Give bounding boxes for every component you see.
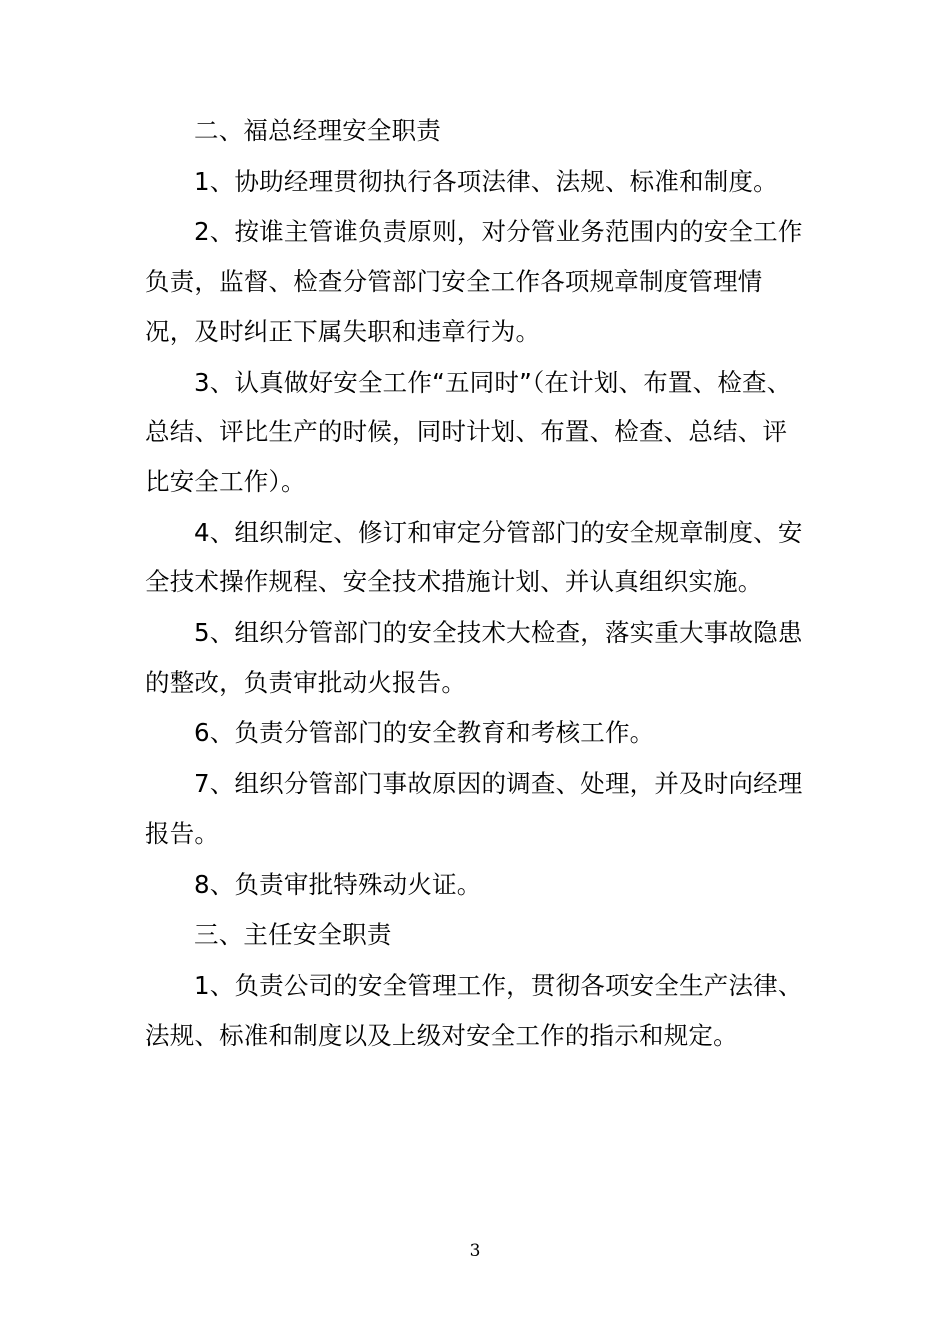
document-body <box>145 106 805 1061</box>
deputy-duty-3: 3、认真做好安全工作“五同时”（在计划、布置、检查、总结、评比生产的时候，同时计划、布置、检查、总结、评比安全工作）。 <box>145 367 792 496</box>
deputy-duty-7: 7、组织分管部门事故原因的调查、处理，并及时向经理报告。 <box>145 769 803 848</box>
deputy-duty-8: 8、负责审批特殊动火证。 <box>194 869 482 899</box>
section-heading-deputy-manager: 二、福总经理安全职责 <box>194 116 441 145</box>
director-duty-1: 1、负责公司的安全管理工作，贯彻各项安全生产法律、法规、标准和制度以及上级对安全工作的指示和规定。 <box>145 970 803 1050</box>
section-heading-director: 三、主任安全职责 <box>194 920 392 950</box>
deputy-duty-5: 5、组织分管部门的安全技术大检查，落实重大事故隐患的整改，负责审批动火报告。 <box>145 618 803 697</box>
deputy-duty-4: 4、组织制定、修订和审定分管部门的安全规章制度、安全技术操作规程、安全技术措施计划、并认真组织实施。 <box>145 517 803 597</box>
deputy-duty-6: 6、负责分管部门的安全教育和考核工作。 <box>194 718 655 748</box>
page-number: 3 <box>469 1241 481 1261</box>
deputy-duty-2: 2、按谁主管谁负责原则，对分管业务范围内的安全工作负责，监督、检查分管部门安全工作各项规章制度管理情况，及时纠正下属失职和违章行为。 <box>145 217 803 346</box>
deputy-duty-1: 1、协助经理贯彻执行各项法律、法规、标准和制度。 <box>194 166 778 196</box>
